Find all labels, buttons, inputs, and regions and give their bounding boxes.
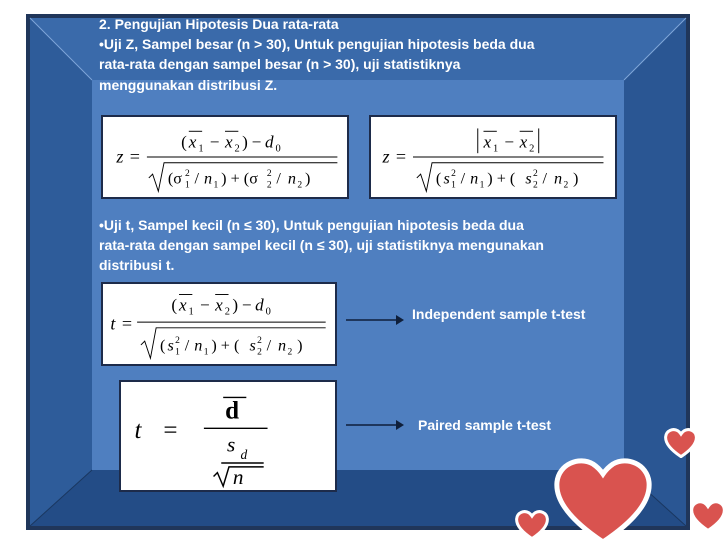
z-test-line-1: •Uji Z, Sampel besar (n > 30), Untuk pengujian hipotesis beda dua [99,36,535,52]
formula-equals: = [395,146,407,167]
svg-text:2: 2 [451,169,456,180]
formula-lhs: z [382,146,390,167]
z-test-line-2: rata-rata dengan sampel besar (n > 30), uji statistiknya [99,56,461,72]
svg-text:1: 1 [451,180,456,191]
svg-text:2: 2 [533,169,538,180]
t-test-line-2: rata-rata dengan sampel kecil (n ≤ 30), uji statistiknya mengunakan [99,237,544,253]
formula-z-unpaired [101,115,349,199]
svg-text:1: 1 [188,306,194,318]
paired-den-root: n [232,465,244,490]
svg-text:x: x [225,132,233,152]
svg-text:2: 2 [563,180,569,191]
heart-icon [514,510,550,540]
svg-text:/: / [542,169,548,188]
svg-text:n: n [204,169,213,188]
svg-text:x: x [179,295,187,315]
svg-text:): ) [242,132,248,152]
formula-lhs: t [110,313,116,334]
svg-text:x: x [483,132,492,152]
svg-text:): ) [305,169,311,188]
svg-text:2: 2 [175,336,180,347]
svg-text:n: n [470,169,479,188]
svg-text:2: 2 [297,180,303,191]
svg-text:(σ: (σ [167,169,182,188]
heart-icon [552,456,654,546]
svg-text:(: ( [171,295,178,315]
svg-text:/: / [266,336,272,355]
svg-text:1: 1 [203,347,209,358]
svg-text:/: / [460,169,466,188]
svg-text:d: d [255,295,264,315]
svg-text:(: ( [159,336,166,355]
svg-text:(: ( [435,169,442,188]
svg-text:2: 2 [266,180,272,191]
frame-left-bevel [30,18,92,526]
svg-text:1: 1 [493,143,499,155]
formula-z-absolute [369,115,617,199]
svg-text:1: 1 [198,143,204,155]
arrow-right-icon [346,419,404,431]
svg-text:) + (: ) + ( [487,169,516,188]
svg-text:2: 2 [224,306,230,318]
formula-t-independent [101,282,337,366]
svg-text:−: − [209,132,220,152]
svg-text:): ) [573,169,579,188]
z-test-line-3: menggunakan distribusi Z. [99,77,278,93]
svg-text:x: x [188,132,197,152]
svg-text:1: 1 [175,347,180,358]
paired-den-sub: d [240,447,248,463]
svg-text:−: − [504,132,515,152]
formula-t-paired [119,380,337,492]
svg-text:/: / [184,336,190,355]
svg-text:1: 1 [479,180,485,191]
svg-text:2: 2 [287,347,293,358]
svg-text:2: 2 [185,169,190,180]
svg-text:2: 2 [257,336,262,347]
svg-text:x: x [215,295,223,315]
svg-text:x: x [519,132,528,152]
formula-equals: = [121,313,133,334]
paired-numerator: d [225,397,240,425]
svg-text:2: 2 [533,180,538,191]
svg-text:2: 2 [529,143,535,155]
t-test-line-1: •Uji t, Sampel kecil (n ≤ 30), Untuk pengujian hipotesis beda dua [99,217,524,233]
svg-text:): ) [297,336,303,355]
svg-text:n: n [278,336,287,355]
svg-text:s: s [167,336,174,355]
svg-text:) + (σ: ) + (σ [221,169,258,188]
svg-text:) + (: ) + ( [211,336,240,355]
label-paired-sample-t-test: Paired sample t-test [418,417,552,433]
svg-text:n: n [553,169,563,188]
svg-text:s: s [249,336,256,355]
label-independent-sample-t-test: Independent sample t-test [412,306,586,322]
heart-icon [664,428,698,458]
svg-text:): ) [232,295,239,315]
svg-text:d: d [265,132,274,152]
svg-text:s: s [443,169,450,188]
svg-text:s: s [525,169,532,188]
svg-text:−: − [241,295,252,315]
paired-den-top: s [227,432,236,457]
formula-equals: = [129,146,140,167]
svg-text:/: / [194,169,200,188]
formula-lhs: t [134,416,142,444]
svg-text:0: 0 [275,143,281,155]
svg-text:(: ( [181,132,187,152]
svg-text:−: − [251,132,262,152]
arrow-right-icon [346,314,404,326]
svg-text:−: − [199,295,210,315]
formula-equals: = [163,416,178,444]
slide-heading: 2. Pengujian Hipotesis Dua rata-rata [99,16,339,32]
svg-text:n: n [287,169,296,188]
svg-text:0: 0 [265,306,271,318]
svg-text:/: / [276,169,281,188]
formula-lhs: z [116,146,124,167]
svg-text:2: 2 [266,169,272,180]
svg-text:2: 2 [257,347,262,358]
svg-text:2: 2 [234,143,240,155]
heart-icon [690,500,726,532]
svg-text:1: 1 [185,180,190,191]
t-test-line-3: distribusi t. [99,257,175,273]
svg-text:1: 1 [213,180,219,191]
svg-text:n: n [194,336,203,355]
